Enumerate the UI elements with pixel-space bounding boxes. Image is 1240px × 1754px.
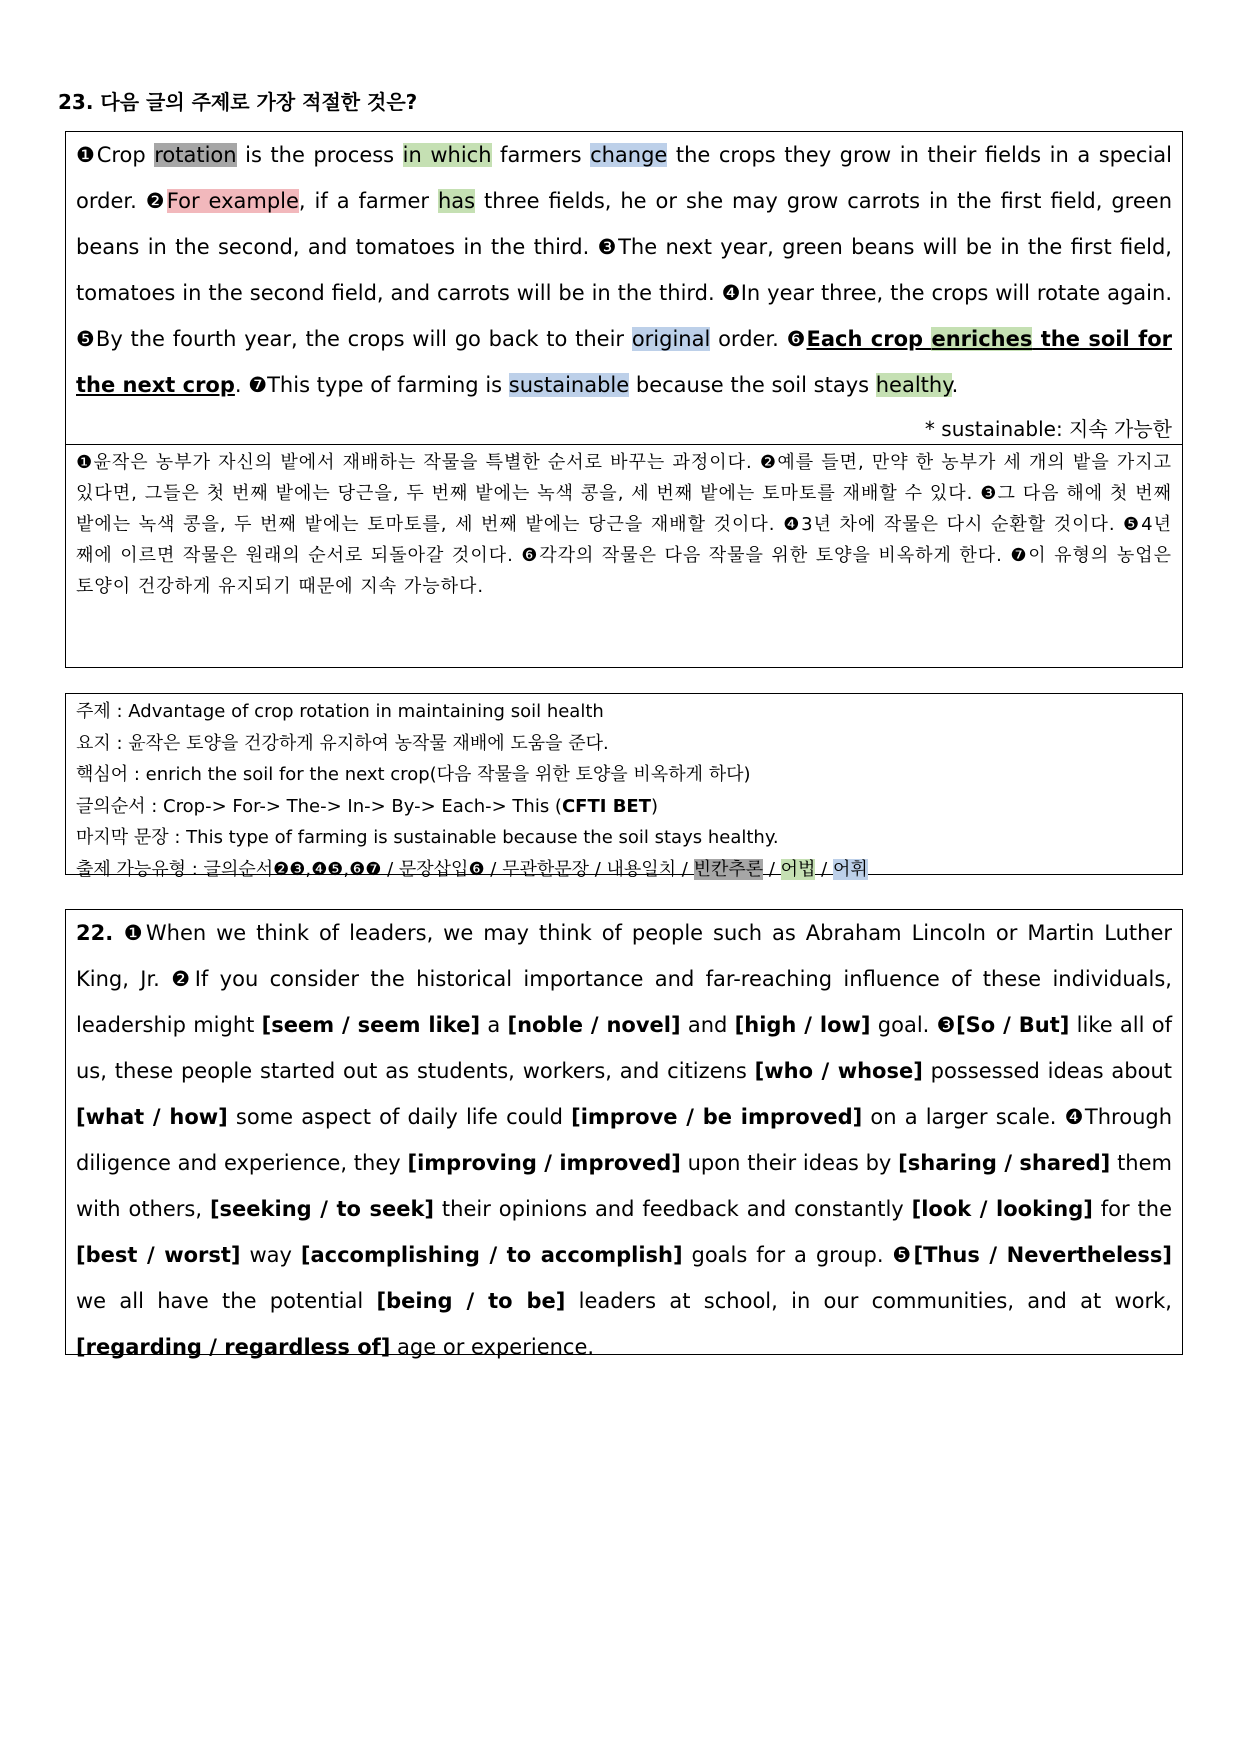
highlight-rotation: rotation: [154, 143, 237, 167]
footnote: * sustainable: 지속 가능한: [924, 417, 1172, 441]
sentence-number: ❶: [123, 921, 146, 945]
summary-order: [76, 791, 1172, 823]
highlight-change: change: [590, 143, 668, 167]
highlight-has: has: [437, 189, 476, 213]
choice-bracket: [improving / improved]: [407, 1151, 681, 1175]
types-text: / 문장삽입: [381, 858, 469, 880]
sentence-number: ❸: [597, 235, 619, 259]
passage-text: Crop: [96, 143, 155, 167]
passage-text: goals for a group.: [682, 1243, 893, 1267]
passage-text: three fields, he or she may grow carrots in the first field, green beans in the second, and tomatoes in the third.: [76, 189, 1173, 259]
sentence-number: ❷: [171, 967, 195, 991]
highlight-sustainable: sustainable: [508, 373, 630, 397]
summary-topic: 주제 : Advantage of crop rotation in maintaining soil health: [76, 701, 604, 722]
sentence-number: ❸: [936, 1013, 957, 1037]
passage-text: leaders at school, in our communities, and at work,: [565, 1289, 1172, 1313]
passage-text: possessed ideas about: [922, 1059, 1172, 1083]
passage-text: the crops they grow in their fields in a special order.: [76, 143, 1172, 213]
passage-22: [66, 910, 1182, 1370]
choice-bracket: [accomplishing / to accomplish]: [300, 1243, 683, 1267]
passage-text: for the: [1092, 1197, 1172, 1221]
type-vocabulary: 어휘: [832, 858, 868, 880]
sentence-number: ❻: [786, 327, 807, 351]
choice-bracket: [high / low]: [734, 1013, 871, 1037]
passage-text: a: [480, 1013, 508, 1037]
types-numbers: ❷❸,❹❺,❻❼: [273, 858, 382, 880]
key-sentence-text: Each crop: [806, 327, 932, 351]
summary-keyword: 핵심어 : enrich the soil for the next crop(다음 작물을 위한 토양을 비옥하게 하다): [76, 764, 751, 785]
sentence-number: ❺: [892, 1243, 914, 1267]
summary-box: [65, 693, 1183, 880]
sentence-number: ❺: [76, 327, 96, 351]
passage-text: their opinions and feedback and constantly: [434, 1197, 912, 1221]
types-text: /: [763, 858, 781, 880]
passage-text: The next year, green beans will be in the first field, tomatoes in the second field, and carrots will be in the third.: [76, 235, 1172, 305]
types-text: /: [815, 858, 833, 880]
passage-text: If you consider the historical importance and far-reaching influence of these individuals, leadership might: [76, 967, 1172, 1037]
type-grammar: 어법: [780, 858, 816, 880]
highlight-healthy: healthy: [875, 373, 952, 397]
summary-gist: 요지 : 윤작은 토양을 건강하게 유지하여 농작물 재배에 도움을 준다.: [76, 732, 609, 754]
passage-text: order.: [710, 327, 787, 351]
question-23-title: 23. 다음 글의 주제로 가장 적절한 것은?: [58, 90, 418, 114]
highlight-for-example: For example: [166, 189, 299, 213]
choice-bracket: [what / how]: [76, 1105, 228, 1129]
highlight-in-which: in which: [402, 143, 492, 167]
passage-text: , if a farmer: [298, 189, 438, 213]
choice-bracket: [seeking / to seek]: [209, 1197, 435, 1221]
types-numbers: ❻: [468, 858, 485, 880]
choice-bracket: [being / to be]: [376, 1289, 566, 1313]
passage-text: and: [680, 1013, 735, 1037]
passage-text: upon their ideas by: [680, 1151, 899, 1175]
passage-text: on a larger scale.: [862, 1105, 1065, 1129]
choice-bracket: [look / looking]: [911, 1197, 1093, 1221]
order-code: CFTI BET: [561, 795, 651, 817]
passage-text: we all have the potential: [76, 1289, 377, 1313]
summary-question-types: [76, 854, 1172, 886]
choice-bracket: [improve / be improved]: [571, 1105, 863, 1129]
passage-text: way: [240, 1243, 301, 1267]
passage-text: When we think of leaders, we may think of people such as Abraham Lincoln or Martin Luther King, Jr.: [76, 921, 1172, 991]
passage-text: is the process: [236, 143, 403, 167]
passage-text: In year three, the crops will rotate again.: [740, 281, 1172, 305]
sentence-number: ❷: [145, 189, 167, 213]
passage-text: This type of farming is: [267, 373, 509, 397]
passage-text: farmers: [491, 143, 591, 167]
choice-bracket: [best / worst]: [76, 1243, 241, 1267]
highlight-enriches: enriches: [931, 327, 1033, 351]
type-blank-inference: 빈칸추론: [693, 858, 764, 880]
key-sentence-text: the soil for the next crop: [76, 327, 1172, 397]
passage-23: [66, 132, 1182, 408]
choice-bracket: [noble / novel]: [507, 1013, 681, 1037]
summary-last-sentence: 마지막 문장 : This type of farming is sustainable because the soil stays healthy.: [76, 827, 779, 848]
passage-box-22: [65, 909, 1183, 1359]
sentence-number: ❹: [721, 281, 741, 305]
choice-bracket: [regarding / regardless of]: [76, 1335, 391, 1359]
passage-text: .: [234, 373, 249, 397]
sentence-number: ❹: [1064, 1105, 1085, 1129]
choice-bracket: [Thus / Nevertheless]: [913, 1243, 1172, 1267]
passage-text: Through diligence and experience, they: [76, 1105, 1173, 1175]
choice-bracket: [seem / seem like]: [261, 1013, 481, 1037]
passage-text: age or experience.: [390, 1335, 595, 1359]
passage-text: By the fourth year, the crops will go back to their: [95, 327, 632, 351]
choice-bracket: [So / But]: [956, 1013, 1070, 1037]
order-text: 글의순서 : Crop-> For-> The-> In-> By-> Each-> This (: [76, 795, 562, 817]
passage-box-23: [65, 131, 1183, 668]
sentence-number: ❼: [248, 373, 268, 397]
passage-text: .: [951, 373, 959, 397]
choice-bracket: [who / whose]: [754, 1059, 923, 1083]
question-22-number: 22.: [76, 921, 124, 945]
passage-text: goal.: [870, 1013, 937, 1037]
passage-text: them with others,: [76, 1151, 1172, 1221]
types-text: 출제 가능유형 : 글의순서: [76, 858, 274, 880]
sentence-number: ❶: [76, 143, 97, 167]
highlight-original: original: [631, 327, 711, 351]
korean-translation: ❶윤작은 농부가 자신의 밭에서 재배하는 작물을 특별한 순서로 바꾸는 과정이다. ❷예를 들면, 만약 한 농부가 세 개의 밭을 가지고 있다면, 그들은 첫 번째 밭에는 당근을, 두 번째 밭에는 녹색 콩을, 세 번째 밭에는 토마토를 재배할 수 있다. ❸그 다음 해에 첫 번째 밭에는 녹색 콩을, 두 번째 밭에는 토마토를, 세 번째 밭에는 당근을 재배할 것이다. ❹3년 차에 작물은 다시 순환할 것이다. ❺4년째에 이르면 작물은 원래의 순서로 되돌아갈 것이다. ❻각각의 작물은 다음 작물을 위한 토양을 비옥하게 한다. ❼이 유형의 농업은 토양이 건강하게 유지되기 때문에 지속 가능하다.: [66, 444, 1182, 604]
passage-text: some aspect of daily life could: [227, 1105, 572, 1129]
order-text: ): [651, 795, 659, 817]
types-text: / 무관한문장 / 내용일치 /: [484, 858, 694, 880]
passage-text: because the soil stays: [629, 373, 876, 397]
passage-text: like all of us, these people started out as students, workers, and citizens: [76, 1013, 1172, 1083]
choice-bracket: [sharing / shared]: [898, 1151, 1111, 1175]
